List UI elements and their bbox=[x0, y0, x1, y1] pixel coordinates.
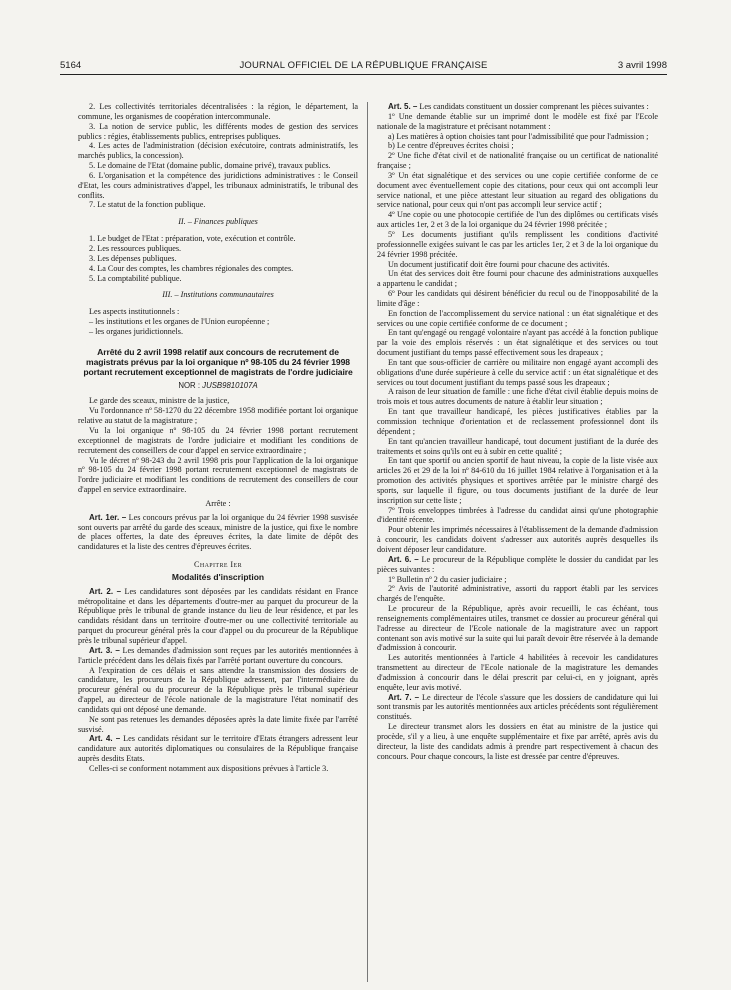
paragraph: A l'expiration de ces délais et sans attendre la transmission des dossiers de candidature, les procureurs de la République adressent, par l'intermédiaire du procureur général ou du procureur de la République près le tribunal supérieur d'appel, au directeur de l'école nationale de la magistrature l'état nominatif des candidats qui ont déposé une demande. bbox=[78, 665, 358, 714]
list-item: – les institutions et les organes de l'Union européenne ; bbox=[89, 317, 270, 327]
article-4 bbox=[78, 734, 358, 764]
article-1 bbox=[78, 513, 358, 552]
right-column bbox=[377, 102, 658, 762]
list-item: 6. L'organisation et la compétence des juridictions administratives : le Conseil d'Etat, les cours administratives d'appel, les tribunaux administratifs, le tribunal des conflits. bbox=[78, 170, 358, 200]
article-label: Art. 4. – bbox=[89, 734, 121, 744]
journal-title: JOURNAL OFFICIEL DE LA RÉPUBLIQUE FRANÇAISE bbox=[239, 60, 488, 71]
article-3 bbox=[78, 646, 358, 666]
issue-date: 3 avril 1998 bbox=[617, 60, 667, 71]
nor-reference bbox=[78, 381, 358, 391]
article-label: Art. 2. – bbox=[89, 586, 122, 596]
list-item: 5. Le domaine de l'Etat (domaine public, domaine privé), travaux publics. bbox=[89, 161, 331, 171]
arrete-word: Arrête : bbox=[205, 498, 231, 508]
paragraph: Le directeur transmet alors les dossiers en état au ministre de la justice qui procède, s'il y a lieu, à une enquête supplémentaire et fixe par arrêté, après avis du directeur, la liste des candidats admis à prendre part respectivement à chacun des concours. Pour chaque concours, la liste est dressée par centre d'épreuves. bbox=[377, 722, 658, 761]
paragraph: 1º Une demande établie sur un imprimé dont le modèle est fixé par l'Ecole nationale de la magistrature et précisant notamment : bbox=[377, 111, 658, 131]
chapter-label: Chapitre Ier bbox=[193, 560, 243, 570]
article-7 bbox=[377, 693, 658, 723]
list-item: 3. Les dépenses publiques. bbox=[89, 253, 177, 263]
nor-label: NOR : bbox=[178, 380, 200, 390]
article-label: Art. 5. – bbox=[388, 102, 418, 111]
section-title-institutions: III. – Institutions communautaires bbox=[162, 290, 274, 300]
paragraph: En tant qu'ancien travailleur handicapé, tout document justifiant de la durée des traitements et soins qu'ils ont eu à subir en cette qualité ; bbox=[377, 436, 658, 456]
list-item: – les organes juridictionnels. bbox=[89, 326, 183, 336]
preamble-line: Le garde des sceaux, ministre de la justice, bbox=[89, 396, 230, 406]
nor-code: JUSB9810107A bbox=[202, 380, 258, 390]
list-item: 5. La comptabilité publique. bbox=[89, 273, 182, 283]
paragraph: 2º Avis de l'autorité administrative, assorti du rapport établi par les services chargés de l'enquête. bbox=[377, 584, 658, 604]
page-number: 5164 bbox=[60, 60, 82, 71]
paragraph: 2º Une fiche d'état civil et de nationalité française ou un certificat de nationalité française ; bbox=[377, 151, 658, 171]
paragraph: En fonction de l'accomplissement du service national : un état signalétique et des services ou une copie certifiée conforme de ce document ; bbox=[377, 308, 658, 328]
paragraph: a) Les matières à option choisies tant pour l'admissibilité que pour l'admission ; bbox=[388, 131, 649, 141]
article-text: Les candidatures sont déposées par les candidats résidant en France métropolitaine et dans les départements d'outre-mer au parquet du procureur de la République près le tribunal de grande instance du lieu de leur résidence, et par les candidats résidant dans un territoire d'outre-mer ou une collectivité territoriale au parquet du procureur général près la cour d'appel ou du procureur de la République près le tribunal supérieur d'appel. bbox=[78, 586, 359, 646]
article-2 bbox=[78, 587, 358, 646]
preamble-line: Vu la loi organique nº 98-105 du 24 février 1998 portant recrutement exceptionnel de magistrats de l'ordre judiciaire et modifiant les conditions de recrutement des conseillers de cour d'appel en service extraordinaire ; bbox=[78, 425, 358, 455]
paragraph: En tant que sportif ou ancien sportif de haut niveau, la copie de la liste visée aux articles 26 et 29 de la loi nº 84-610 du 16 juillet 1984 relative à l'organisation et à la promotion des activités physiques et sportives arrêtée par le ministre chargé des sports, sur laquelle il figure, ou tous documents justifiant de la durée de leur inscription sur cette liste ; bbox=[377, 456, 658, 505]
header-rule bbox=[60, 74, 667, 75]
paragraph: b) Le centre d'épreuves écrites choisi ; bbox=[388, 141, 514, 151]
arrete-title: Arrêté du 2 avril 1998 relatif aux concours de recrutement de magistrats prévus par la loi organique nº 98-105 du 24 février 1998 portant recrutement exceptionnel de magistrats de l'ordre judiciaire bbox=[83, 346, 353, 378]
paragraph: Les autorités mentionnées à l'article 4 habilitées à recevoir les candidatures transmettent au directeur de l'Ecole nationale de la magistrature les demandes d'admission à concourir dans le délai prescrit par celui-ci, en y joignant, après enquête, leur avis motivé. bbox=[377, 653, 658, 692]
article-text: Les concours prévus par la loi organique du 24 février 1998 susvisée sont ouverts par arrêté du garde des sceaux, ministre de la justice, qui fixe le nombre de places offertes, la date des épreuves écrites, la date limite de dépôt des candidatures et la liste des centres d'épreuves écrites. bbox=[78, 512, 359, 552]
paragraph: 1º Bulletin nº 2 du casier judiciaire ; bbox=[388, 574, 507, 584]
article-label: Art. 1er. – bbox=[89, 512, 127, 522]
paragraph: 3º Un état signalétique et des services ou une copie certifiée conforme de ce document avec éventuellement copie des citations, pour ceux qui ont accompli leur service national, et une pièce attestant leur situation au regard des obligations du service national, pour ceux qui n'ont pas accompli leur service actif ; bbox=[377, 170, 658, 210]
paragraph: 7º Trois enveloppes timbrées à l'adresse du candidat ainsi qu'une photographie d'identité récente. bbox=[377, 505, 658, 525]
paragraph: 5º Les documents justifiant qu'ils remplissent les conditions d'activité professionnelle exigées suivant le cas par les articles 1er, 2 et 3 de la loi organique du 24 février 1998 précitée. bbox=[377, 229, 658, 259]
list-item: Les aspects institutionnels : bbox=[89, 307, 180, 317]
column-divider bbox=[367, 102, 368, 982]
paragraph: Celles-ci se conforment notamment aux dispositions prévues à l'article 3. bbox=[89, 763, 329, 773]
article-label: Art. 3. – bbox=[89, 645, 120, 655]
paragraph: Pour obtenir les imprimés nécessaires à l'établissement de la demande d'admission à concourir, les candidats doivent s'adresser aux autorités auprès desquelles ils doivent déposer leur candidature. bbox=[377, 525, 658, 554]
chapter-title: Modalités d'inscription bbox=[171, 571, 265, 582]
paragraph: En tant que sous-officier de carrière ou militaire non engagé ayant accompli des obligations d'une durée supérieure à celle du service actif : un état signalétique et des services ou tout document justifiant du temps passé sous les drapeaux ; bbox=[377, 357, 658, 387]
preamble-line: Vu l'ordonnance nº 58-1270 du 22 décembre 1958 modifiée portant loi organique relative au statut de la magistrature ; bbox=[78, 406, 358, 426]
paragraph: Un document justificatif doit être fourni pour chacune des activités. bbox=[388, 259, 610, 269]
article-text: Le procureur de la République complète le dossier du candidat par les pièces suivantes : bbox=[377, 554, 659, 574]
article-5 bbox=[377, 102, 658, 112]
article-text: Le directeur de l'école s'assure que les dossiers de candidature qui lui sont transmis par les autorités mentionnées aux articles précédents sont régulièrement constitués. bbox=[377, 692, 659, 722]
paragraph: 6º Pour les candidats qui désirent bénéficier du recul ou de l'inopposabilité de la limite d'âge : bbox=[377, 289, 658, 308]
article-text: Les candidats résidant sur le territoire d'Etats étrangers adressent leur candidature aux autorités diplomatiques ou consulaires de la République française auprès desdits Etats. bbox=[78, 734, 359, 764]
paragraph: Ne sont pas retenues les demandes déposées après la date limite fixée par l'arrêté susvisé. bbox=[78, 714, 358, 734]
article-text: Les demandes d'admission sont reçues par les autorités mentionnées à l'article précédent dans les délais fixés par l'arrêté portant ouverture du concours. bbox=[78, 645, 358, 665]
list-item: 7. Le statut de la fonction publique. bbox=[89, 200, 206, 210]
preamble-line: Vu le décret nº 98-243 du 2 avril 1998 pris pour l'application de la loi organique nº 98-105 du 24 février 1998 portant recrutement exceptionnel de magistrats de l'ordre judiciaire et modifiant les conditions de recrutement des conseillers de cour d'appel en service extraordinaire. bbox=[78, 455, 358, 495]
list-item: 3. La notion de service public, les différents modes de gestion des services publics : régies, établissements publics, entreprises publiques. bbox=[78, 121, 358, 141]
list-item: 2. Les collectivités territoriales décentralisées : la région, le département, la commune, les organismes de coopération intercommunale. bbox=[78, 102, 358, 121]
list-item: 2. Les ressources publiques. bbox=[89, 243, 182, 253]
paragraph: En tant que travailleur handicapé, les pièces justificatives établies par la commission technique d'orientation et de reclassement professionnel dont ils dépendent ; bbox=[377, 407, 658, 436]
paragraph: A raison de leur situation de famille : une fiche d'état civil établie depuis moins de trois mois et tous autres documents de nature à établir leur situation ; bbox=[377, 387, 658, 407]
paragraph: En tant qu'engagé ou rengagé volontaire n'ayant pas accédé à la fonction publique par la voie des emplois réservés : un état signalétique et des services ou tout document justifiant du temps passé effectivement sous les drapeaux ; bbox=[377, 328, 658, 358]
paragraph: Un état des services doit être fourni pour chacune des administrations auxquelles a appartenu le candidat ; bbox=[377, 269, 658, 289]
section-title-finances: II. – Finances publiques bbox=[178, 217, 258, 227]
left-column bbox=[78, 102, 358, 774]
paragraph: 4º Une copie ou une photocopie certifiée de l'un des diplômes ou certificats visés aux articles 1er, 2 et 3 de la loi organique du 24 février 1998 précitée ; bbox=[377, 210, 658, 230]
list-item: 4. Les actes de l'administration (décision exécutoire, contrats administratifs, les marchés publics, la concession). bbox=[78, 141, 358, 161]
article-6 bbox=[377, 555, 658, 575]
article-label: Art. 6. – bbox=[388, 554, 419, 564]
article-label: Art. 7. – bbox=[388, 692, 420, 702]
article-text: Les candidats constituent un dossier comprenant les pièces suivantes : bbox=[419, 102, 649, 111]
list-item: 1. Le budget de l'Etat : préparation, vote, exécution et contrôle. bbox=[89, 234, 296, 244]
list-item: 4. La Cour des comptes, les chambres régionales des comptes. bbox=[89, 263, 294, 273]
page-header bbox=[60, 59, 667, 73]
paragraph: Le procureur de la République, après avoir recueilli, le cas échéant, tous renseignements complémentaires utiles, transmet ce dossier au procureur général qui l'adresse au directeur de l'Ecole nationale de la magistrature avec un rapport contenant son avis motivé sur la suite qui lui paraît devoir être réservée à la demande d'admission à concourir. bbox=[377, 604, 658, 653]
